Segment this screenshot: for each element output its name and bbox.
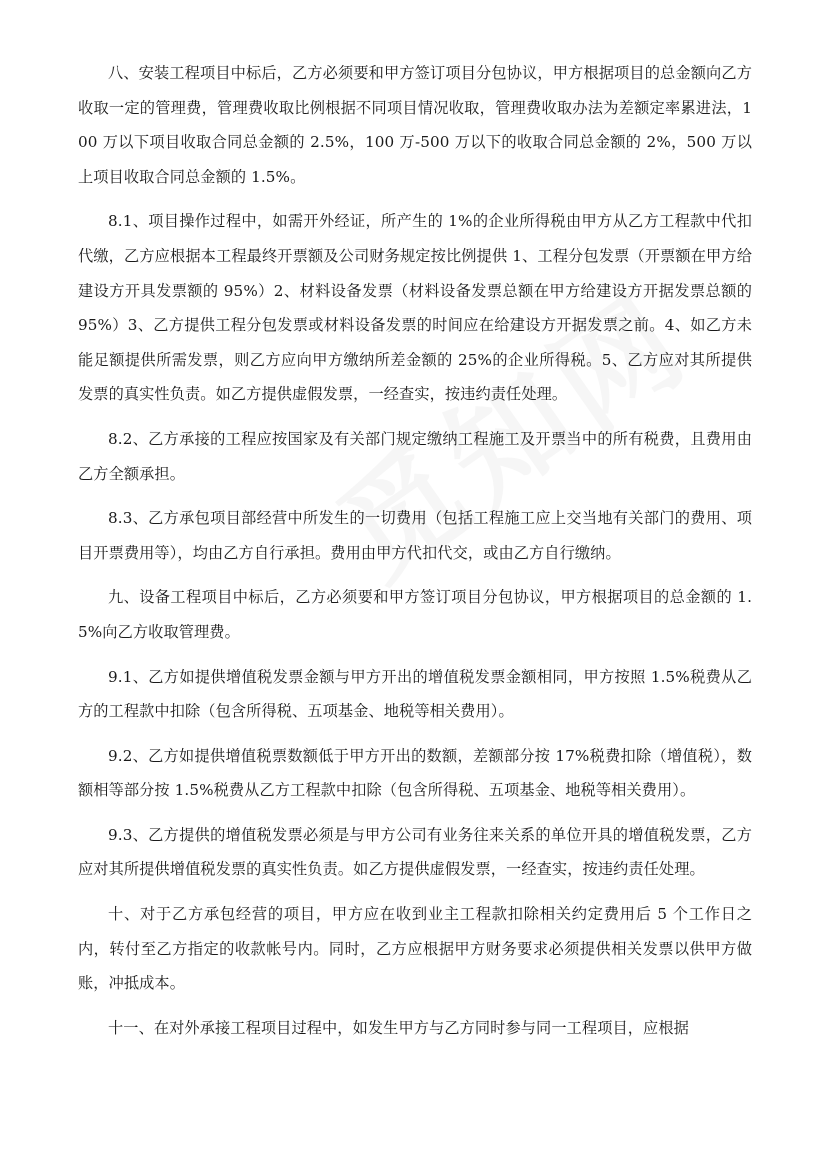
paragraph-section-9: 九、设备工程项目中标后，乙方必须要和甲方签订项目分包协议，甲方根据项目的总金额的 1.5%向乙方收取管理费。: [78, 588, 752, 641]
paragraph-9-1: 9.1、乙方如提供增值税发票金额与甲方开出的增值税发票金额相同，甲方按照 1.5%税费从乙方的工程款中扣除（包含所得税、五项基金、地税等相关费用）。: [78, 667, 752, 721]
paragraph-section-11: 十一、在对外承接工程项目过程中，如发生甲方与乙方同时参与同一工程项目，应根据: [108, 1018, 689, 1037]
paragraph-9-3: 9.3、乙方提供的增值税发票必须是与甲方公司有业务往来关系的单位开具的增值税发票，乙方应对其所提供增值税发票的真实性负责。如乙方提供虚假发票，一经查实，按违约责任处理。: [78, 825, 752, 879]
paragraph-section-10: 十、对于乙方承包经营的项目，甲方应在收到业主工程款扣除相关约定费用后 5 个工作日之内，转付至乙方指定的收款帐号内。同时，乙方应根据甲方财务要求必须提供相关发票以供甲方做账，冲抵成本。: [78, 905, 752, 993]
paragraph-9-2: 9.2、乙方如提供增值税票数额低于甲方开出的数额，差额部分按 17%税费扣除（增值税），数额相等部分按 1.5%税费从乙方工程款中扣除（包含所得税、五项基金、地税等相关费用）。: [78, 746, 752, 800]
paragraph-8-1: 8.1、项目操作过程中，如需开外经证，所产生的 1%的企业所得税由甲方从乙方工程款中代扣代缴，乙方应根据本工程最终开票额及公司财务规定按比例提供 1、工程分包发票（开票额在甲方给建设方开具发票额的 95%）2、材料设备发票（材料设备发票总额在甲方给建设方开据发票总额的 95%）3、乙方提供工程分包发票或材料设备发票的时间应在给建设方开据发票之前。4、如乙方未能足额提供所需发票，则乙方应向甲方缴纳所差金额的 25%的企业所得税。5、乙方应对其所提供发票的真实性负责。如乙方提供虚假发票，一经查实，按违约责任处理。: [78, 212, 752, 404]
document-body: [78, 56, 752, 1055]
paragraph-8-3: 8.3、乙方承包项目部经营中所发生的一切费用（包括工程施工应上交当地有关部门的费用、项目开票费用等），均由乙方自行承担。费用由甲方代扣代交，或由乙方自行缴纳。: [78, 509, 752, 562]
paragraph-8-2: 8.2、乙方承接的工程应按国家及有关部门规定缴纳工程施工及开票当中的所有税费，且费用由乙方全额承担。: [78, 429, 752, 483]
paragraph-section-8: 八、安装工程项目中标后，乙方必须要和甲方签订项目分包协议，甲方根据项目的总金额向乙方收取一定的管理费，管理费收取比例根据不同项目情况收取，管理费收取办法为差额定率累进法，100 万以下项目收取合同总金额的 2.5%，100 万-500 万以下的收取合同总金额的 2%，500 万以上项目收取合同总金额的 1.5%。: [78, 64, 752, 186]
